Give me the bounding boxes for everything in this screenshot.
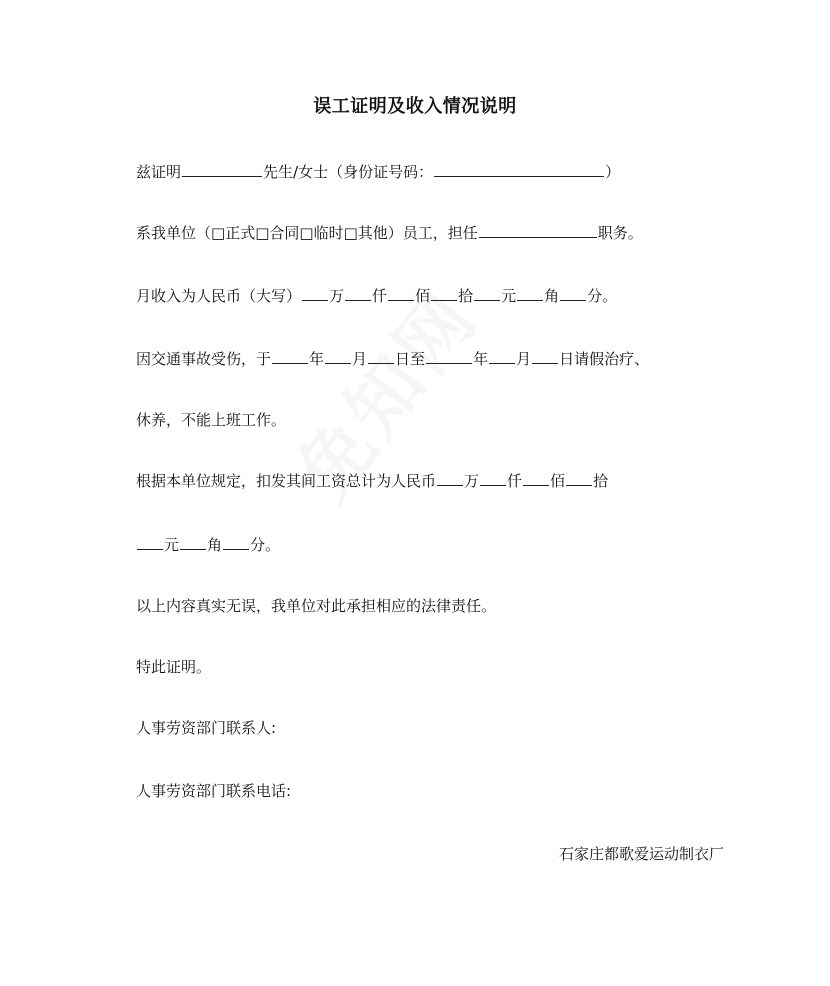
- hr-contact-phone: 人事劳资部门联系电话:: [136, 782, 292, 800]
- unit-qian: 仟: [372, 287, 388, 305]
- option-other-checkbox[interactable]: □其他: [343, 224, 388, 242]
- line2-mid: ）员工，担任: [387, 224, 478, 242]
- line4-prefix: 因交通事故受伤，于: [136, 350, 272, 368]
- income-wan-blank[interactable]: [302, 286, 328, 301]
- line2-suffix: 职务。: [597, 224, 643, 242]
- income-yuan-blank[interactable]: [474, 286, 500, 301]
- unit-shi: 拾: [593, 472, 609, 490]
- deduct-qian-blank[interactable]: [480, 471, 506, 486]
- option-contract-checkbox[interactable]: □合同: [255, 224, 300, 242]
- income-qian-blank[interactable]: [345, 286, 371, 301]
- unit-qian: 仟: [507, 472, 523, 490]
- unit-yuan: 元: [164, 536, 180, 554]
- liability-statement: 以上内容真实无误，我单位对此承担相应的法律责任。: [136, 597, 497, 615]
- option-temporary-checkbox[interactable]: □临时: [299, 224, 344, 242]
- deduct-wan-blank[interactable]: [437, 471, 463, 486]
- income-shi-blank[interactable]: [431, 286, 457, 301]
- unit-fen: 分。: [587, 287, 618, 305]
- unit-month: 月: [352, 350, 368, 368]
- unit-wan: 万: [464, 472, 480, 490]
- deducted-wage-line: [136, 471, 608, 491]
- deducted-wage-line-cont: [136, 535, 280, 555]
- employment-type-line: [136, 223, 643, 243]
- position-blank[interactable]: [479, 223, 597, 238]
- line3-prefix: 月收入为人民币（大写）: [136, 287, 302, 305]
- unit-jiao: 角: [544, 287, 560, 305]
- end-month-blank[interactable]: [489, 349, 515, 364]
- document-title: 误工证明及收入情况说明: [313, 96, 517, 117]
- unit-day-leave: 日请假治疗、: [559, 350, 650, 368]
- leave-period-line: [136, 349, 649, 369]
- unit-year: 年: [473, 350, 489, 368]
- start-day-blank[interactable]: [368, 349, 394, 364]
- line1-prefix: 兹证明: [136, 163, 182, 181]
- unit-fen: 分。: [250, 536, 281, 554]
- unit-yuan: 元: [501, 287, 517, 305]
- line1-mid: 先生/女士（身份证号码：: [263, 163, 434, 181]
- start-year-blank[interactable]: [272, 349, 308, 364]
- deduct-jiao-blank[interactable]: [180, 535, 206, 550]
- deduct-yuan-blank[interactable]: [137, 535, 163, 550]
- line2-prefix: 系我单位（: [136, 224, 212, 242]
- income-bai-blank[interactable]: [388, 286, 414, 301]
- unit-shi: 拾: [458, 287, 474, 305]
- name-blank[interactable]: [182, 162, 262, 177]
- unit-bai: 佰: [550, 472, 566, 490]
- unit-month: 月: [516, 350, 532, 368]
- deduct-bai-blank[interactable]: [523, 471, 549, 486]
- monthly-income-line: [136, 286, 617, 306]
- end-day-blank[interactable]: [532, 349, 558, 364]
- option-formal-checkbox[interactable]: □正式: [211, 224, 256, 242]
- unit-jiao: 角: [207, 536, 223, 554]
- unit-year: 年: [309, 350, 325, 368]
- unit-wan: 万: [329, 287, 345, 305]
- income-fen-blank[interactable]: [560, 286, 586, 301]
- company-signature: 石家庄都歌爱运动制衣厂: [558, 845, 724, 863]
- deduct-shi-blank[interactable]: [566, 471, 592, 486]
- watermark: [267, 264, 572, 576]
- hereby-certify: 特此证明。: [136, 658, 212, 676]
- line1-suffix: ）: [605, 163, 621, 181]
- deduct-fen-blank[interactable]: [223, 535, 249, 550]
- income-jiao-blank[interactable]: [517, 286, 543, 301]
- id-number-blank[interactable]: [434, 162, 604, 177]
- line6-prefix: 根据本单位规定，扣发其间工资总计为人民币: [136, 472, 437, 490]
- rest-line: 休养，不能上班工作。: [136, 411, 287, 429]
- unit-bai: 佰: [415, 287, 431, 305]
- certify-name-line: [136, 162, 620, 182]
- hr-contact-person: 人事劳资部门联系人:: [136, 719, 277, 737]
- start-month-blank[interactable]: [325, 349, 351, 364]
- end-year-blank[interactable]: [426, 349, 472, 364]
- unit-day-to: 日至: [395, 350, 426, 368]
